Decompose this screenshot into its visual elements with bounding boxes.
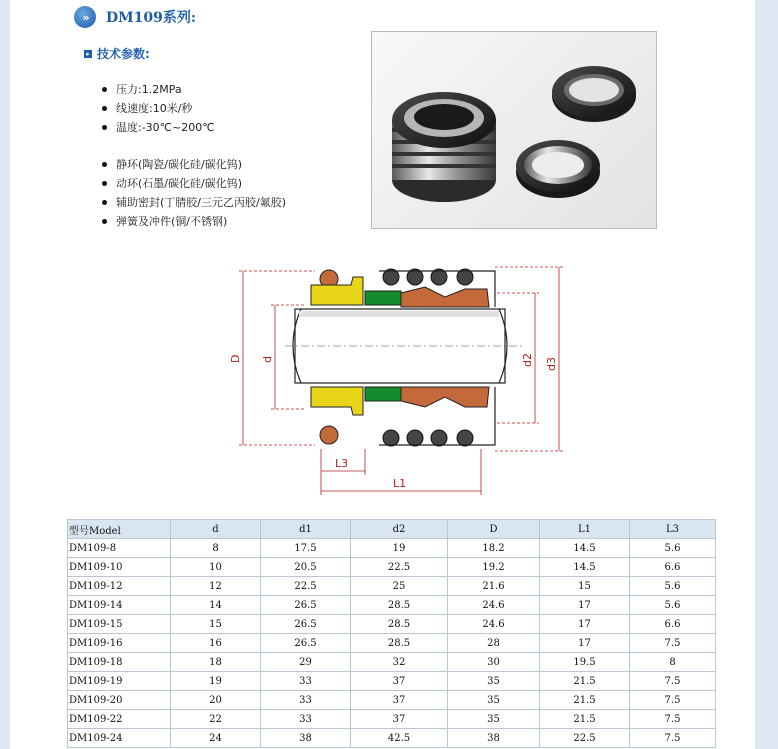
arrow-right-icon: ▸	[84, 50, 92, 58]
value-cell: 24	[171, 729, 261, 748]
value-cell: 18	[171, 653, 261, 672]
value-cell: 5.6	[630, 539, 716, 558]
value-cell: 17	[540, 634, 630, 653]
value-cell: 8	[171, 539, 261, 558]
spec-item: 温度:-30℃~200℃	[100, 118, 215, 137]
table-row	[68, 653, 716, 672]
value-cell: 14.5	[540, 558, 630, 577]
column-header: L1	[540, 520, 630, 539]
value-cell: 20.5	[261, 558, 351, 577]
dimension-label-d: d	[261, 356, 274, 363]
dimension-label-D: D	[229, 354, 242, 363]
value-cell: 8	[630, 653, 716, 672]
seal-assembly-image	[392, 92, 496, 202]
value-cell: 28.5	[351, 596, 448, 615]
value-cell: 28	[448, 634, 540, 653]
model-cell: DM109-22	[68, 710, 171, 729]
value-cell: 20	[171, 691, 261, 710]
product-photo	[371, 31, 657, 229]
model-cell: DM109-8	[68, 539, 171, 558]
value-cell: 29	[261, 653, 351, 672]
value-cell: 24.6	[448, 596, 540, 615]
subsection-label: 技术参数:	[97, 47, 150, 61]
seat-ring-image	[516, 140, 600, 198]
value-cell: 28.5	[351, 615, 448, 634]
model-cell: DM109-15	[68, 615, 171, 634]
value-cell: 33	[261, 672, 351, 691]
double-chevron-icon: »	[74, 6, 96, 28]
model-cell: DM109-24	[68, 729, 171, 748]
value-cell: 38	[448, 729, 540, 748]
value-cell: 25	[351, 577, 448, 596]
value-cell: 22.5	[540, 729, 630, 748]
value-cell: 37	[351, 691, 448, 710]
model-cell: DM109-14	[68, 596, 171, 615]
value-cell: 35	[448, 691, 540, 710]
table-row	[68, 672, 716, 691]
column-header: d1	[261, 520, 351, 539]
value-cell: 30	[448, 653, 540, 672]
column-header: L3	[630, 520, 716, 539]
seal-cross-section-drawing	[225, 263, 565, 503]
spec-item: 线速度:10米/秒	[100, 99, 215, 118]
dimension-label-L3: L3	[335, 457, 349, 470]
value-cell: 26.5	[261, 634, 351, 653]
value-cell: 37	[351, 672, 448, 691]
model-cell: DM109-12	[68, 577, 171, 596]
value-cell: 14	[171, 596, 261, 615]
spec-item: 压力:1.2MPa	[100, 80, 215, 99]
content-panel	[10, 0, 755, 749]
model-cell: DM109-20	[68, 691, 171, 710]
value-cell: 38	[261, 729, 351, 748]
value-cell: 19	[171, 672, 261, 691]
value-cell: 42.5	[351, 729, 448, 748]
value-cell: 17	[540, 615, 630, 634]
table-row	[68, 577, 716, 596]
value-cell: 35	[448, 672, 540, 691]
value-cell: 17	[540, 596, 630, 615]
bottom-half-seal	[311, 387, 495, 446]
model-cell: DM109-19	[68, 672, 171, 691]
value-cell: 22.5	[261, 577, 351, 596]
column-header: d2	[351, 520, 448, 539]
value-cell: 35	[448, 710, 540, 729]
shaft	[285, 309, 525, 383]
dimension-label-d3: d3	[545, 357, 558, 371]
table-row	[68, 539, 716, 558]
model-cell: DM109-10	[68, 558, 171, 577]
value-cell: 15	[540, 577, 630, 596]
value-cell: 24.6	[448, 615, 540, 634]
value-cell: 7.5	[630, 710, 716, 729]
value-cell: 28.5	[351, 634, 448, 653]
page-title: DM109系列:	[106, 10, 197, 26]
value-cell: 18.2	[448, 539, 540, 558]
value-cell: 6.6	[630, 558, 716, 577]
subsection-title	[84, 45, 150, 62]
value-cell: 19.5	[540, 653, 630, 672]
model-cell: DM109-16	[68, 634, 171, 653]
value-cell: 14.5	[540, 539, 630, 558]
column-header: 型号Model	[68, 520, 171, 539]
dimension-label-d2: d2	[521, 353, 534, 367]
spec-list-operating	[100, 80, 215, 137]
column-header: d	[171, 520, 261, 539]
value-cell: 17.5	[261, 539, 351, 558]
value-cell: 33	[261, 710, 351, 729]
value-cell: 21.5	[540, 672, 630, 691]
value-cell: 21.5	[540, 710, 630, 729]
value-cell: 5.6	[630, 577, 716, 596]
table-row	[68, 691, 716, 710]
value-cell: 26.5	[261, 596, 351, 615]
column-header: D	[448, 520, 540, 539]
table-header-row	[68, 520, 716, 539]
value-cell: 22.5	[351, 558, 448, 577]
model-cell: DM109-18	[68, 653, 171, 672]
table-row	[68, 710, 716, 729]
top-half-seal	[311, 269, 495, 307]
table-row	[68, 729, 716, 748]
value-cell: 15	[171, 615, 261, 634]
dimension-label-L1: L1	[393, 477, 407, 490]
value-cell: 10	[171, 558, 261, 577]
value-cell: 37	[351, 710, 448, 729]
value-cell: 22	[171, 710, 261, 729]
rubber-ring-image	[552, 66, 636, 122]
value-cell: 19.2	[448, 558, 540, 577]
table-row	[68, 634, 716, 653]
value-cell: 7.5	[630, 634, 716, 653]
table-row	[68, 558, 716, 577]
value-cell: 32	[351, 653, 448, 672]
value-cell: 33	[261, 691, 351, 710]
spec-item: 辅助密封(丁腈胶/三元乙丙胶/氟胶)	[100, 193, 286, 212]
value-cell: 7.5	[630, 691, 716, 710]
table-row	[68, 615, 716, 634]
value-cell: 19	[351, 539, 448, 558]
dimension-table	[67, 519, 716, 748]
value-cell: 6.6	[630, 615, 716, 634]
value-cell: 5.6	[630, 596, 716, 615]
section-title	[74, 6, 196, 28]
value-cell: 21.5	[540, 691, 630, 710]
spec-item: 动环(石墨/碳化硅/碳化钨)	[100, 174, 286, 193]
spec-list-materials	[100, 155, 286, 231]
value-cell: 16	[171, 634, 261, 653]
spec-item: 静环(陶瓷/碳化硅/碳化钨)	[100, 155, 286, 174]
value-cell: 26.5	[261, 615, 351, 634]
value-cell: 7.5	[630, 729, 716, 748]
value-cell: 12	[171, 577, 261, 596]
value-cell: 7.5	[630, 672, 716, 691]
table-row	[68, 596, 716, 615]
spec-item: 弹簧及冲件(铜/不锈钢)	[100, 212, 286, 231]
value-cell: 21.6	[448, 577, 540, 596]
